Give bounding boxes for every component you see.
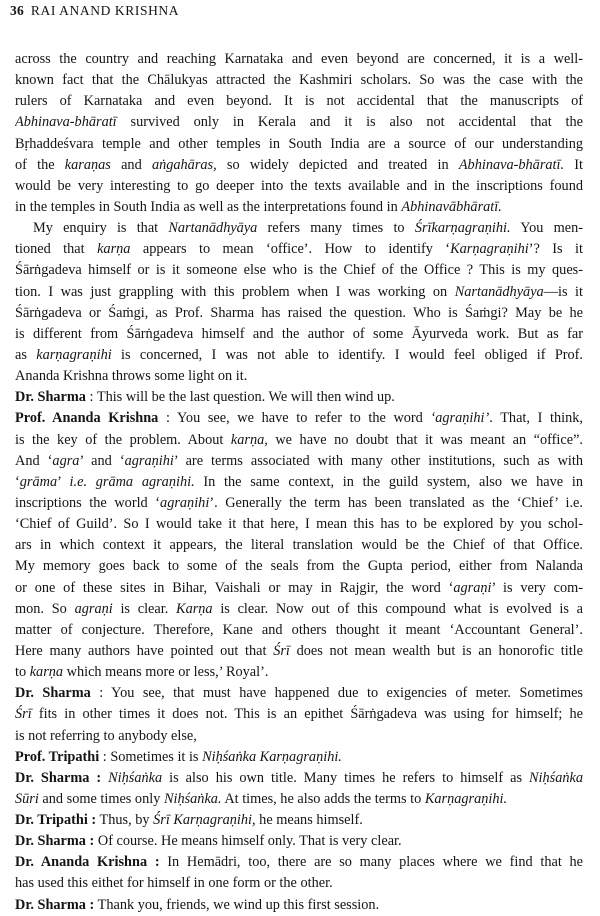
text-line: [15, 260, 583, 281]
text-line: [15, 789, 583, 810]
italic-term: Śrī: [273, 642, 290, 659]
text-run: In Hemādri, too, there are so many places where we find that he: [159, 854, 583, 871]
italic-term: agraṇi: [74, 600, 113, 617]
text-run: Here many authors have pointed out that: [15, 642, 274, 659]
text-run: he means himself.: [255, 812, 363, 829]
text-line: [15, 641, 583, 662]
text-line: [15, 704, 583, 725]
text-line: [15, 514, 583, 535]
body-text: [15, 49, 583, 916]
italic-term: karṇa,: [230, 431, 268, 448]
text-run: or one of these sites in Bihar, Vaishali or may in Rajgir, the word ‘: [15, 579, 454, 596]
italic-term: Karṇa: [176, 600, 213, 617]
text-line: [15, 810, 583, 831]
text-run: matter of conjecture. Therefore, Kane and others thought it meant ‘Accountant General’.: [15, 621, 583, 638]
text-run: Thank you, friends, we wind up this first session.: [94, 896, 380, 913]
text-line: [15, 91, 583, 112]
text-line: [15, 683, 583, 704]
text-run: : Sometimes it is: [99, 748, 203, 765]
text-run: is concerned, I was not able to identify. I would feel obliged if Prof.: [111, 346, 583, 363]
text-run: tioned that: [15, 241, 98, 258]
text-line: [15, 451, 583, 472]
italic-term: agra: [52, 452, 80, 469]
running-head: [10, 3, 179, 19]
italic-term: Sūri: [15, 790, 39, 807]
italic-term: Śrī Karṇagraṇihi,: [153, 812, 256, 829]
text-run: across the country and reaching Karnataka and even beyond are concerned, it is a well-: [15, 51, 583, 67]
italic-term: grāma: [19, 473, 58, 490]
text-run: And ‘: [15, 452, 53, 469]
text-run: My enquiry is that: [33, 220, 169, 237]
text-line: [15, 176, 583, 197]
text-line: [15, 112, 583, 133]
italic-term: Karṇagraṇihi.: [424, 790, 508, 807]
italic-term: Niḥśaṅka Karṇagraṇihi.: [202, 748, 342, 765]
italic-term: i.e. grāma agraṇihi.: [69, 473, 195, 490]
text-line: [15, 747, 583, 768]
text-run: and some times only: [38, 790, 164, 807]
italic-term: Nartanādhyāya: [454, 283, 544, 300]
text-run: which means more or less,’ Royal’.: [63, 664, 269, 681]
text-line: [15, 408, 583, 429]
text-run: in the temples in South India as well as the interpretations found in: [15, 198, 402, 215]
text-run: . That, I think,: [489, 410, 583, 427]
text-run: You men-: [510, 220, 583, 237]
text-run: has used this eithet for himself in one form or the other.: [15, 875, 333, 892]
italic-term: Karṇagraṇihi: [450, 241, 529, 258]
text-run: is clear.: [112, 600, 177, 617]
speaker-name: Dr. Tripathi :: [15, 812, 97, 829]
text-run: so widely depicted and treated in: [216, 156, 459, 173]
text-line: [15, 662, 583, 683]
text-line: [15, 493, 583, 514]
running-head-title: RAI ANAND KRISHNA: [30, 3, 180, 18]
text-run: ars in which context it appears, the literal translation would be the Chief of that Office.: [15, 537, 583, 554]
text-run: Thus, by: [96, 812, 154, 829]
italic-term: Abhinavābhāratī.: [401, 198, 502, 215]
text-run: fits in other times it does not. This is an epithet Śārṅgadeva was using for himself; he: [31, 706, 583, 723]
text-run: At times, he also adds the terms to: [221, 790, 425, 807]
text-line: [15, 599, 583, 620]
text-run: tion. I was just grappling with this problem when I was working on: [15, 283, 455, 300]
text-run: : This will be the last question. We will then wind up.: [85, 389, 395, 406]
italic-term: Śrī: [15, 706, 32, 723]
italic-term: Niḥśaṅka: [108, 769, 163, 786]
text-run: In the same context, in the guild system, also we have in: [194, 473, 583, 490]
text-line: [15, 387, 583, 408]
text-run: is not referring to anybody else,: [15, 727, 197, 744]
italic-term: karṇa: [29, 664, 64, 681]
text-run: is different from Śārṅgadeva himself and the author of some Āyurveda work. But as far: [15, 325, 583, 342]
text-run: survived only in Kerala and it is also not accidental that the: [116, 114, 583, 131]
text-run: Śārṅgadeva himself or is it someone else who is the Chief of the Office ? This is my ques-: [15, 262, 583, 279]
text-run: It: [564, 156, 583, 173]
text-run: ’. Generally the term has been translated as the ‘Chief’ i.e.: [209, 494, 583, 511]
text-line: [15, 873, 583, 894]
text-line: [15, 282, 583, 303]
text-run: : You see, that must have happened due to exigencies of meter. Sometimes: [90, 685, 583, 702]
text-line: [15, 366, 583, 387]
page-number: 36: [10, 3, 24, 18]
text-run: of the: [15, 156, 65, 173]
italic-term: Niḥśaṅka: [529, 769, 583, 786]
text-run: ’ is very com-: [491, 579, 583, 596]
speaker-name: Dr. Sharma: [15, 685, 91, 702]
text-line: [15, 155, 583, 176]
text-run: is clear. Now out of this compound what is evolved is a: [212, 600, 583, 617]
italic-term: karṇagraṇihi: [36, 346, 112, 363]
text-line: [15, 70, 583, 91]
text-run: does not mean wealth but is an honorofic title: [289, 642, 583, 659]
text-line: [15, 430, 583, 451]
italic-term: karṇa: [97, 241, 131, 258]
text-run: to: [15, 664, 30, 681]
text-line: [15, 218, 583, 239]
italic-term: karaṇas: [64, 156, 111, 173]
text-run: we have no doubt that it was meant an “office”.: [267, 431, 583, 448]
text-run: known fact that the Chālukyas attracted the Kashmiri scholars. So was the case with the: [15, 72, 583, 89]
text-line: [15, 620, 583, 641]
text-line: [15, 197, 583, 218]
text-run: as: [15, 346, 37, 363]
italic-term: ‘agraṇihi’: [430, 410, 490, 427]
text-run: appears to mean ‘office’. How to identify ‘: [130, 241, 451, 258]
text-line: [15, 345, 583, 366]
text-run: Bṛhaddeśvara temple and other temples in South India are a source of our understanding: [15, 135, 583, 152]
italic-term: aṅgahāras,: [151, 156, 217, 173]
text-run: ’ and ‘: [79, 452, 125, 469]
text-line: [15, 472, 583, 493]
text-run: ‘: [15, 473, 20, 490]
text-run: would be very interesting to go deeper into the texts available and in the inscriptions found: [15, 177, 583, 194]
text-line: [15, 134, 583, 155]
italic-term: Śrīkarṇagraṇihi.: [414, 220, 511, 237]
speaker-name: Dr. Sharma :: [15, 833, 95, 850]
italic-term: agraṇi: [453, 579, 492, 596]
text-run: is the key of the problem. About: [15, 431, 231, 448]
text-run: My memory goes back to some of the seals from the Gupta period, either from Nalanda: [15, 558, 583, 575]
text-run: and: [110, 156, 152, 173]
italic-term: agraṇihi: [124, 452, 174, 469]
speaker-name: Prof. Tripathi: [15, 748, 100, 765]
text-line: [15, 831, 583, 852]
text-run: mon. So: [15, 600, 75, 617]
text-line: [15, 556, 583, 577]
text-run: Of course. He means himself only. That is very clear.: [94, 833, 402, 850]
text-run: rulers of Karnataka and even beyond. It is not accidental that the manuscripts of: [15, 93, 583, 110]
text-line: [15, 49, 583, 70]
text-run: is also his own title. Many times he refers to himself as: [162, 769, 529, 786]
text-run: Śārṅgadeva or Śaṁgi, as Prof. Sharma has raised the question. Who is Śaṁgi? May be he: [15, 304, 583, 321]
text-line: [15, 303, 583, 324]
text-line: [15, 324, 583, 345]
text-line: [15, 535, 583, 556]
text-line: [15, 239, 583, 260]
speaker-name: Dr. Ananda Krishna :: [15, 854, 160, 871]
text-line: [15, 768, 583, 789]
text-run: inscriptions the world ‘: [15, 494, 161, 511]
italic-term: Abhinava-bhāratī: [15, 114, 117, 131]
text-run: refers many times to: [257, 220, 415, 237]
speaker-name: Dr. Sharma :: [15, 769, 102, 786]
speaker-name: Dr. Sharma :: [15, 896, 95, 913]
text-run: —is it: [543, 283, 583, 300]
text-run: ’ are terms associated with many other institutions, such as with: [173, 452, 583, 469]
text-line: [15, 726, 583, 747]
speaker-name: Prof. Ananda Krishna: [15, 410, 159, 427]
speaker-name: Dr. Sharma: [15, 389, 86, 406]
italic-term: Nartanādhyāya: [168, 220, 258, 237]
italic-term: Abhinava-bhāratī.: [458, 156, 565, 173]
italic-term: agraṇihi: [160, 494, 210, 511]
text-line: [15, 895, 583, 916]
text-line: [15, 578, 583, 599]
text-run: Ananda Krishna throws some light on it.: [15, 368, 248, 385]
text-run: ‘Chief of Guild’. So I would take it that here, I mean this has to be explored by you schol-: [15, 516, 583, 533]
italic-term: Niḥśaṅka.: [163, 790, 222, 807]
text-run: : You see, we have to refer to the word: [158, 410, 431, 427]
text-run: ’: [57, 473, 70, 490]
text-run: ’? Is it: [528, 241, 583, 258]
text-line: [15, 852, 583, 873]
